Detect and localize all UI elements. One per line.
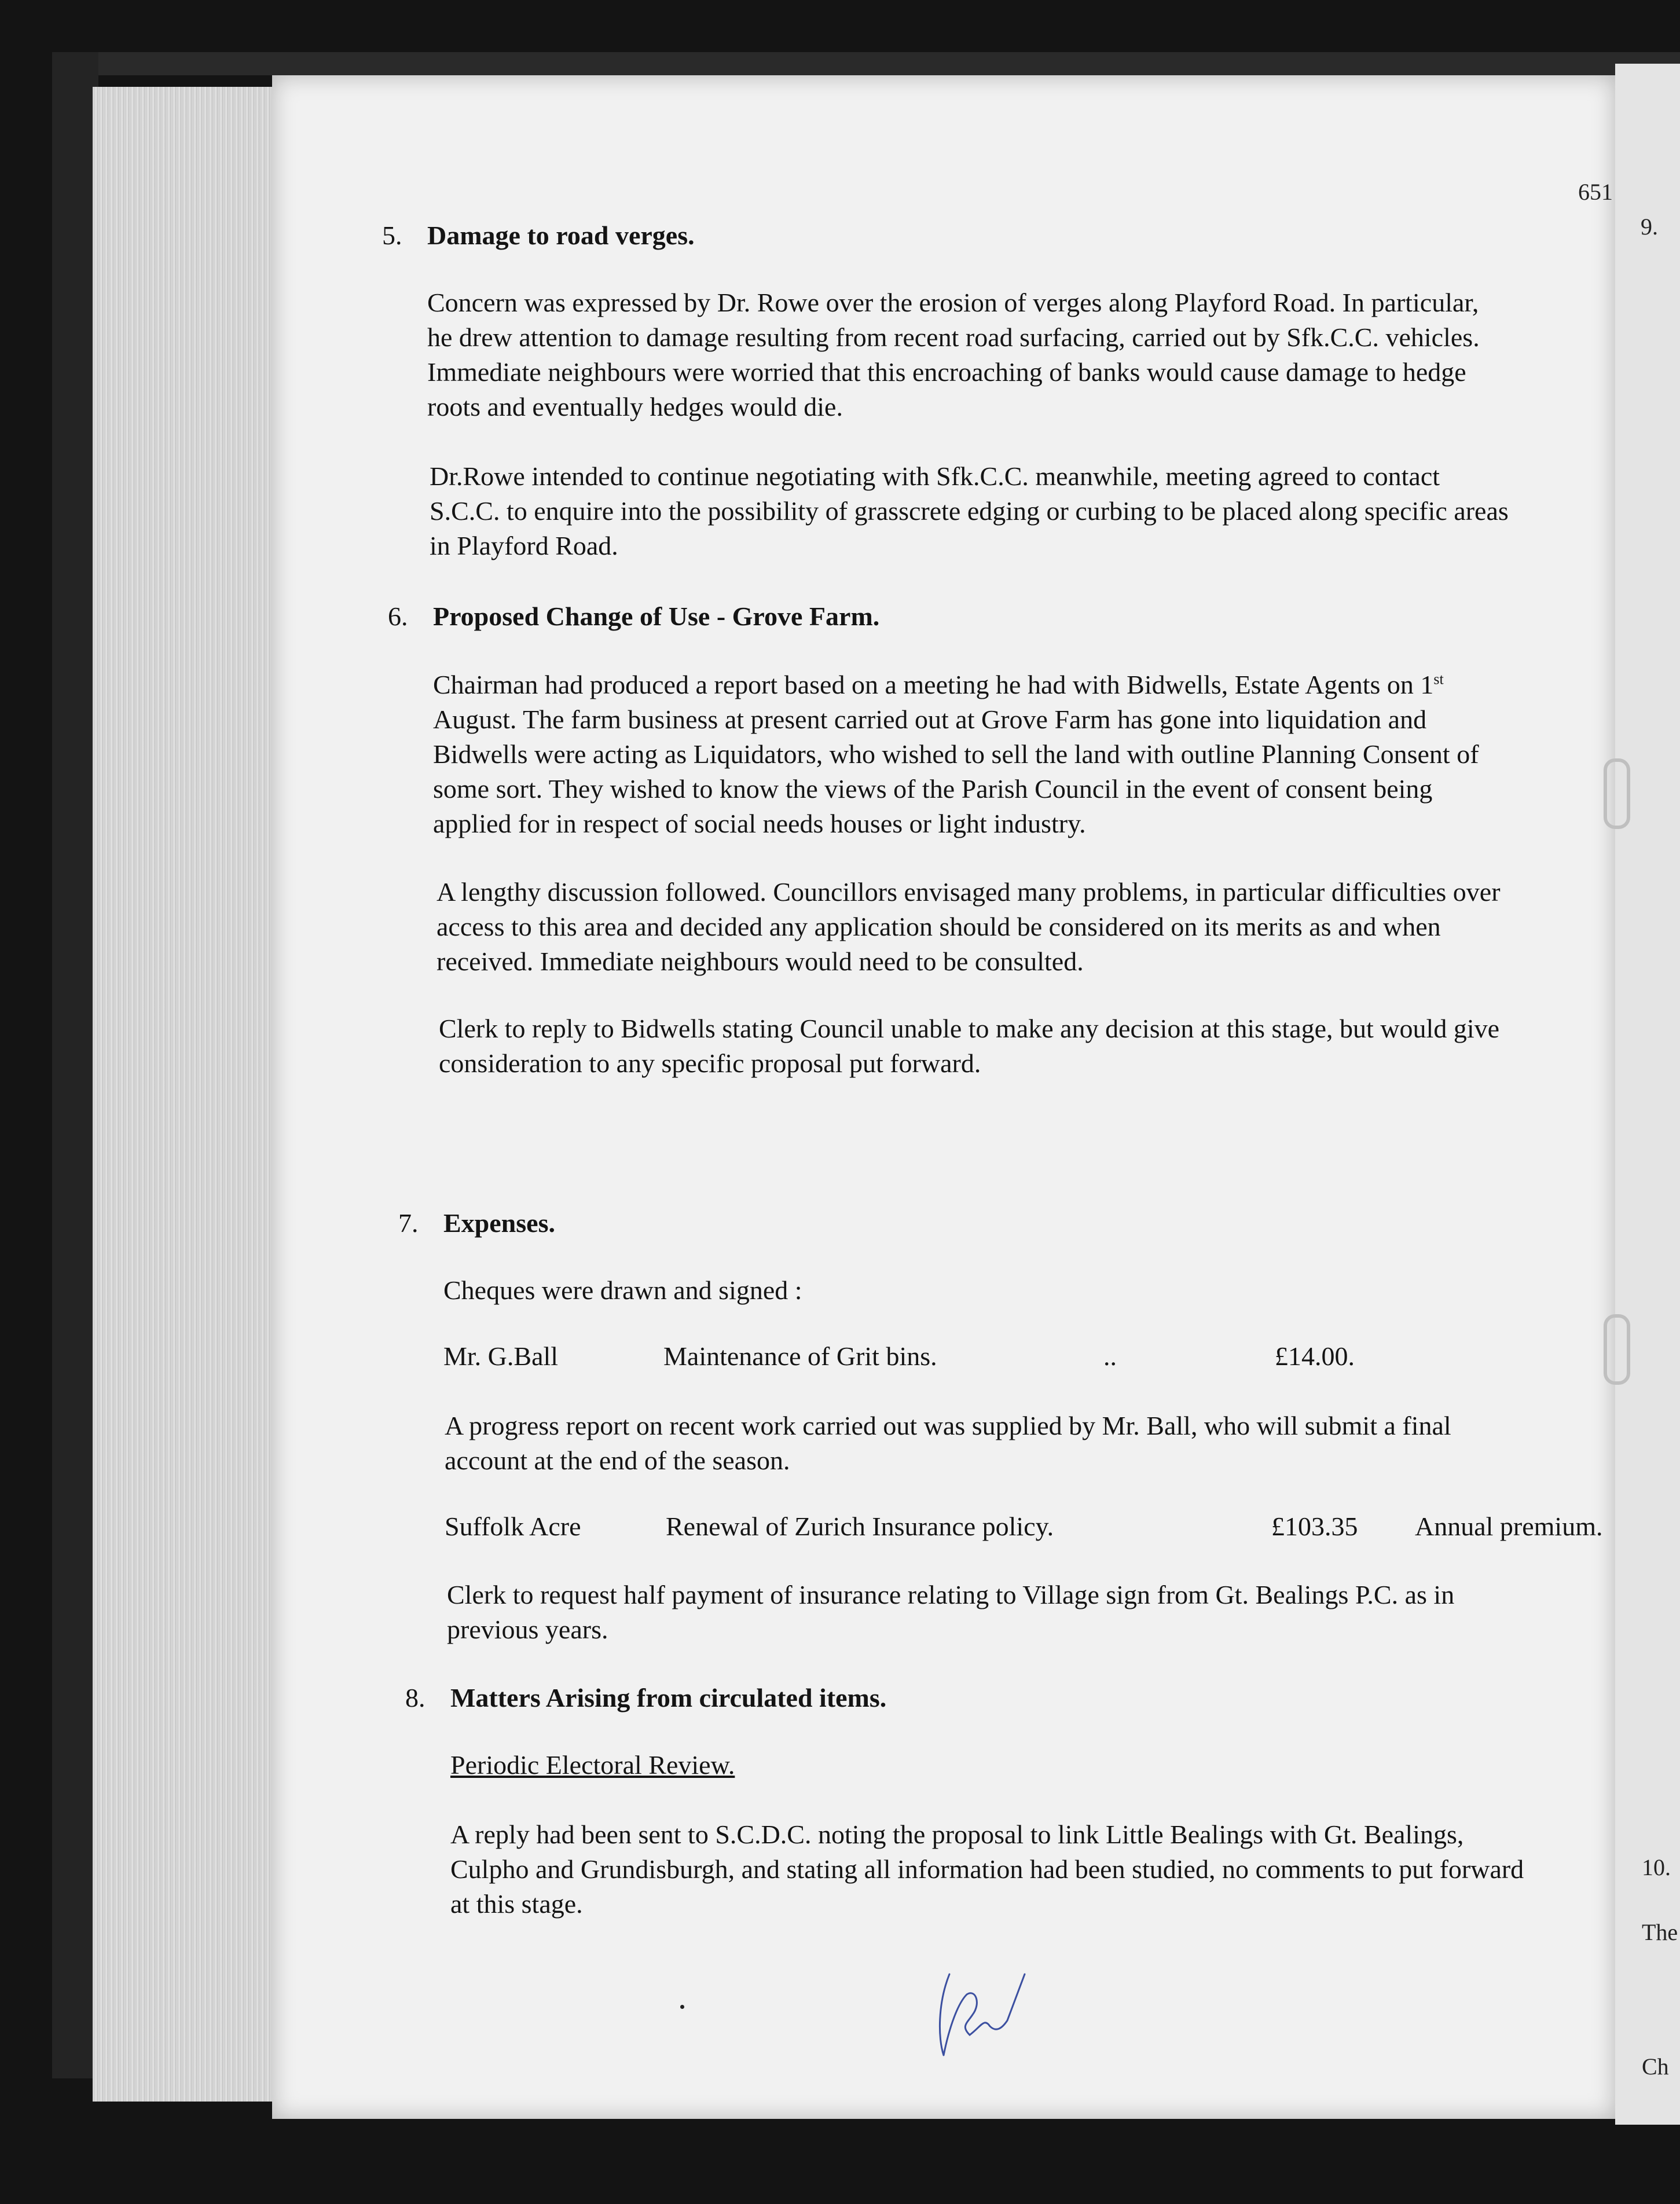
- facing-page-fragment: 10.: [1642, 1854, 1671, 1880]
- paragraph-line: Dr.Rowe intended to continue negotiating with Sfk.C.C. meanwhile, meeting agreed to contact: [430, 461, 1440, 491]
- paragraph-line: in Playford Road.: [430, 531, 618, 560]
- section-number: 6.: [388, 602, 408, 631]
- handwritten-signature: [926, 1939, 1077, 2073]
- paragraph-line: some sort. They wished to know the views of the Parish Council in the event of consent being: [433, 774, 1433, 804]
- paragraph-line: at this stage.: [450, 1889, 583, 1919]
- payment-amount: £103.35: [1271, 1512, 1358, 1541]
- section-heading: Damage to road verges.: [427, 221, 695, 250]
- facing-page-fragment: 9.: [1641, 214, 1658, 240]
- paragraph-line: Clerk to reply to Bidwells stating Council unable to make any decision at this stage, but would give: [439, 1014, 1500, 1043]
- paragraph-line: received. Immediate neighbours would need to be consulted.: [436, 947, 1084, 976]
- paragraph-line: S.C.C. to enquire into the possibility of grasscrete edging or curbing to be placed along specific areas: [430, 496, 1509, 526]
- paragraph-line: August. The farm business at present carried out at Grove Farm has gone into liquidation and: [433, 705, 1427, 734]
- paragraph-line: consideration to any specific proposal put forward.: [439, 1048, 981, 1078]
- payment-amount: £14.00.: [1275, 1341, 1355, 1371]
- facing-page-fragment: Ch: [1642, 2053, 1669, 2080]
- binder-ring: [1604, 758, 1630, 829]
- paragraph-line: A reply had been sent to S.C.D.C. noting the proposal to link Little Bealings with Gt. Bealings,: [450, 1820, 1464, 1849]
- binder-ring: [1604, 1314, 1630, 1385]
- facing-page: [1615, 64, 1680, 2125]
- payment-filler: ..: [1103, 1341, 1117, 1371]
- section-heading: Proposed Change of Use - Grove Farm.: [433, 602, 880, 631]
- paragraph-line: access to this area and decided any application should be considered on its merits as and when: [436, 912, 1441, 941]
- section-heading: Matters Arising from circulated items.: [450, 1683, 887, 1712]
- payment-payee: Mr. G.Ball: [443, 1341, 559, 1371]
- payment-description: Maintenance of Grit bins.: [663, 1341, 937, 1371]
- paragraph-line: account at the end of the season.: [445, 1446, 790, 1475]
- paragraph-line: A progress report on recent work carried out was supplied by Mr. Ball, who will submit a final: [445, 1411, 1451, 1440]
- section-number: 8.: [405, 1683, 425, 1712]
- payment-payee: Suffolk Acre: [445, 1512, 581, 1541]
- section-heading: Expenses.: [443, 1208, 555, 1238]
- paragraph-line: Culpho and Grundisburgh, and stating all information had been studied, no comments to put forward: [450, 1854, 1524, 1884]
- binder-left-edge: [52, 52, 98, 2078]
- facing-page-fragment: The: [1642, 1919, 1678, 1945]
- paragraph-line: Bidwells were acting as Liquidators, who wished to sell the land with outline Planning Consent of: [433, 739, 1479, 769]
- paragraph-line: previous years.: [447, 1615, 608, 1644]
- section-subheading: Periodic Electoral Review.: [450, 1750, 735, 1780]
- document-page: [272, 75, 1615, 2119]
- paragraph-line: Clerk to request half payment of insurance relating to Village sign from Gt. Bealings P.C. as in: [447, 1580, 1455, 1609]
- binder-top-edge: [52, 52, 1680, 75]
- page-number: 651: [1578, 179, 1613, 205]
- paragraph-line: Immediate neighbours were worried that this encroaching of banks would cause damage to hedge: [427, 357, 1466, 387]
- paragraph-line: applied for in respect of social needs houses or light industry.: [433, 809, 1086, 838]
- payment-description: Renewal of Zurich Insurance policy.: [666, 1512, 1054, 1541]
- stray-mark: [680, 2005, 684, 2009]
- superscript: st: [1433, 670, 1444, 688]
- paragraph-line: Chairman had produced a report based on a meeting he had with Bidwells, Estate Agents on 1st: [433, 670, 1444, 699]
- section-number: 7.: [398, 1208, 419, 1238]
- paragraph-line: roots and eventually hedges would die.: [427, 392, 843, 421]
- payment-note: Annual premium.: [1415, 1512, 1603, 1541]
- paragraph-line: he drew attention to damage resulting from recent road surfacing, carried out by Sfk.C.C. vehicles.: [427, 322, 1480, 352]
- paragraph-line: A lengthy discussion followed. Councillors envisaged many problems, in particular difficulties over: [436, 877, 1501, 907]
- paragraph-line: Cheques were drawn and signed :: [443, 1275, 802, 1305]
- paragraph-line: Concern was expressed by Dr. Rowe over the erosion of verges along Playford Road. In particular,: [427, 288, 1479, 317]
- section-number: 5.: [382, 221, 402, 250]
